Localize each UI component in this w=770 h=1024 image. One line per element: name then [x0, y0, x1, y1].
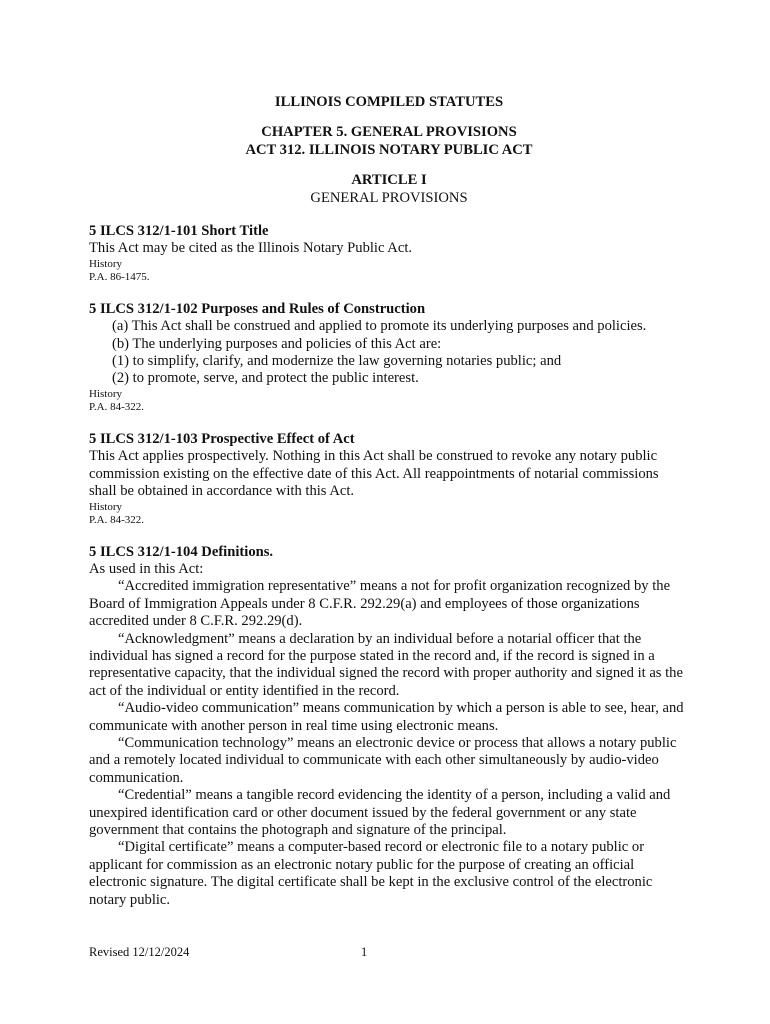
section-102-item: (1) to simplify, clarify, and modernize the law governing notaries public; and [112, 353, 562, 370]
section-102-title: 5 ILCS 312/1-102 Purposes and Rules of Construction [89, 300, 426, 317]
definition-paragraph: “Credential” means a tangible record evidencing the identity of a person, including a valid and unexpired identification card or other document issued by the federal government or any state government that contains the photograph and signature of the principal. [89, 787, 671, 838]
section-102-item: (a) This Act shall be construed and applied to promote its underlying purposes and policies. [112, 318, 647, 335]
definition-paragraph: “Communication technology” means an electronic device or process that allows a notary public and a remotely located individual to communicate with each other simultaneously by audio-video communication. [89, 734, 677, 786]
compiled-statutes-heading: ILLINOIS COMPILED STATUTES [274, 94, 504, 110]
section-102-item: (2) to promote, serve, and protect the public interest. [112, 370, 419, 387]
section-101-history: P.A. 86-1475. [89, 271, 150, 284]
section-102-history-label: History [89, 387, 122, 400]
revision-date: Revised 12/12/2024 [89, 945, 190, 959]
section-103-history-label: History [89, 500, 122, 513]
section-101-text: This Act may be cited as the Illinois Notary Public Act. [89, 240, 413, 257]
act-heading: ACT 312. ILLINOIS NOTARY PUBLIC ACT [245, 141, 533, 158]
definition-paragraph: “Digital certificate” means a computer-based record or electronic file to a notary public or applicant for commission as an electronic notary public for the purpose of creating an official electronic signature. The digital certificate shall be kept in the exclusive control of the electronic notary public. [89, 839, 653, 908]
section-104-title: 5 ILCS 312/1-104 Definitions. [89, 543, 274, 560]
article-heading: ARTICLE I [351, 172, 427, 189]
chapter-heading: CHAPTER 5. GENERAL PROVISIONS [261, 124, 517, 141]
section-101-title: 5 ILCS 312/1-101 Short Title [89, 223, 269, 240]
document-body [89, 94, 689, 909]
section-102-item: (b) The underlying purposes and policies of this Act are: [112, 335, 442, 352]
article-subheading: GENERAL PROVISIONS [310, 189, 468, 206]
definition-paragraph: “Accredited immigration representative” means a not for profit organization recognized by the Board of Immigration Appeals under 8 C.F.R. 292.29(a) and employees of those organizations accredited under 8 C.F.R. 292.29(d). [89, 578, 671, 630]
section-104-intro: As used in this Act: [89, 560, 204, 577]
section-102-history: P.A. 84-322. [89, 401, 145, 414]
definition-paragraph: “Acknowledgment” means a declaration by an individual before a notarial officer that the individual has signed a record for the purpose stated in the record and, if the record is signed in a representative capacity, that the individual signed the record with proper authority and signed it as the act of the individual or entity identified in the record. [89, 630, 683, 699]
section-101-history-label: History [89, 257, 122, 270]
section-103-history: P.A. 84-322. [89, 514, 145, 526]
section-103-text: This Act applies prospectively. Nothing in this Act shall be construed to revoke any notary public commission existing on the effective date of this Act. All reappointments of notarial commissions shall be obtained in accordance with this Act. [89, 448, 659, 500]
page-number: 1 [361, 945, 368, 959]
definition-paragraph: “Audio-video communication” means communication by which a person is able to see, hear, and communicate with another person in real time using electronic means. [89, 700, 684, 734]
section-103-title: 5 ILCS 312/1-103 Prospective Effect of Act [89, 430, 355, 447]
